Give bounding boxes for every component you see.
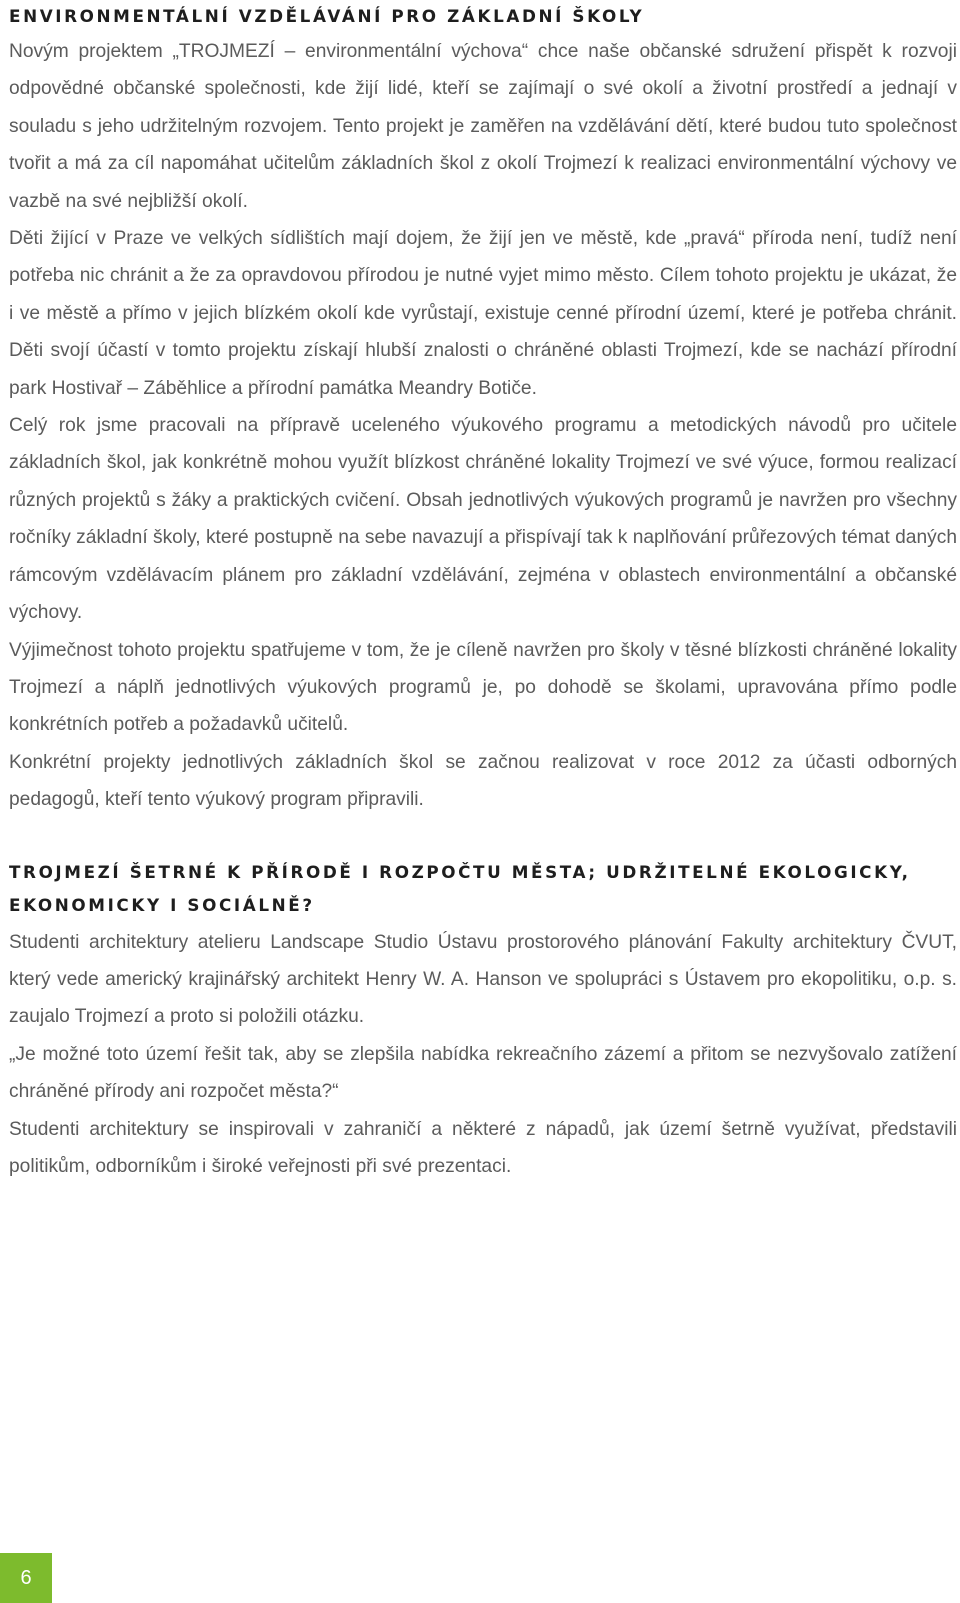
paragraph-quote: „Je možné toto území řešit tak, aby se zlepšila nabídka rekreačního zázemí a přitom se nezvyšovalo zatížení chráněné přírody ani rozpočet města?“ xyxy=(9,1043,957,1103)
page-number-badge xyxy=(0,1553,52,1603)
paragraph: Celý rok jsme pracovali na přípravě uceleného výukového programu a metodických návodů pro učitele základních škol, jak konkrétně mohou využít blízkost chráněné lokality Trojmezí ve své výuce, formou realizací různých projektů s žáky a praktických cvičení. Obsah jednotlivých výukových programů je navržen pro všechny ročníky základní školy, které postupně na sebe navazují a přispívají tak k naplňování průřezových témat daných rámcovým vzdělávacím plánem pro základní vzdělávání, zejména v oblastech environmentální a občanské výchovy. xyxy=(9,415,957,624)
section-heading-environmental-education: ENVIRONMENTÁLNÍ VZDĚLÁVÁNÍ PRO ZÁKLADNÍ ŠKOLY xyxy=(9,6,645,26)
paragraph: Výjimečnost tohoto projektu spatřujeme v tom, že je cíleně navržen pro školy v těsné blízkosti chráněné lokality Trojmezí a náplň jednotlivých výukových programů je, po dohodě se školami, upravována přímo podle konkrétních potřeb a požadavků učitelů. xyxy=(9,639,957,736)
document-page xyxy=(9,0,957,1185)
paragraph: Konkrétní projekty jednotlivých základních škol se začnou realizovat v roce 2012 za účasti odborných pedagogů, kteří tento výukový program připravili. xyxy=(9,751,957,811)
paragraph: Novým projektem „TROJMEZÍ – environmentální výchova“ chce naše občanské sdružení přispět k rozvoji odpovědné občanské společnosti, kde žijí lidé, kteří se zajímají o své okolí a životní prostředí a jednají v souladu s jeho udržitelným rozvojem. Tento projekt je zaměřen na vzdělávání dětí, které budou tuto společnost tvořit a má za cíl napomáhat učitelům základních škol z okolí Trojmezí k realizaci environmentální výchovy ve vazbě na své nejbližší okolí. xyxy=(9,41,957,212)
section-heading-trojmezi-question: TROJMEZÍ ŠETRNÉ K PŘÍRODĚ I ROZPOČTU MĚSTA; UDRŽITELNÉ EKOLOGICKY, EKONOMICKY I SOCIÁLNĚ? xyxy=(9,861,911,915)
paragraph: Studenti architektury se inspirovali v zahraničí a některé z nápadů, jak území šetrně využívat, představili politikům, odborníkům i široké veřejnosti při své prezentaci. xyxy=(9,1118,957,1177)
page-number: 6 xyxy=(20,1566,32,1589)
paragraph: Děti žijící v Praze ve velkých sídlištích mají dojem, že žijí jen ve městě, kde „pravá“ příroda není, tudíž není potřeba nic chránit a že za opravdovou přírodou je nutné vyjet mimo město. Cílem tohoto projektu je ukázat, že i ve městě a přímo v jejich blízkém okolí kde vyrůstají, existuje cenné přírodní území, které je potřeba chránit. Děti svojí účastí v tomto projektu získají hlubší znalosti o chráněné oblasti Trojmezí, kde se nachází přírodní park Hostivař – Záběhlice a přírodní památka Meandry Botiče. xyxy=(9,228,957,399)
section-spacer xyxy=(9,819,957,856)
paragraph: Studenti architektury atelieru Landscape Studio Ústavu prostorového plánování Fakulty architektury ČVUT, který vede americký krajinářský architekt Henry W. A. Hanson ve spolupráci s Ústavem pro ekopolitiku, o.p. s. zaujalo Trojmezí a proto si položili otázku. xyxy=(9,931,957,1028)
